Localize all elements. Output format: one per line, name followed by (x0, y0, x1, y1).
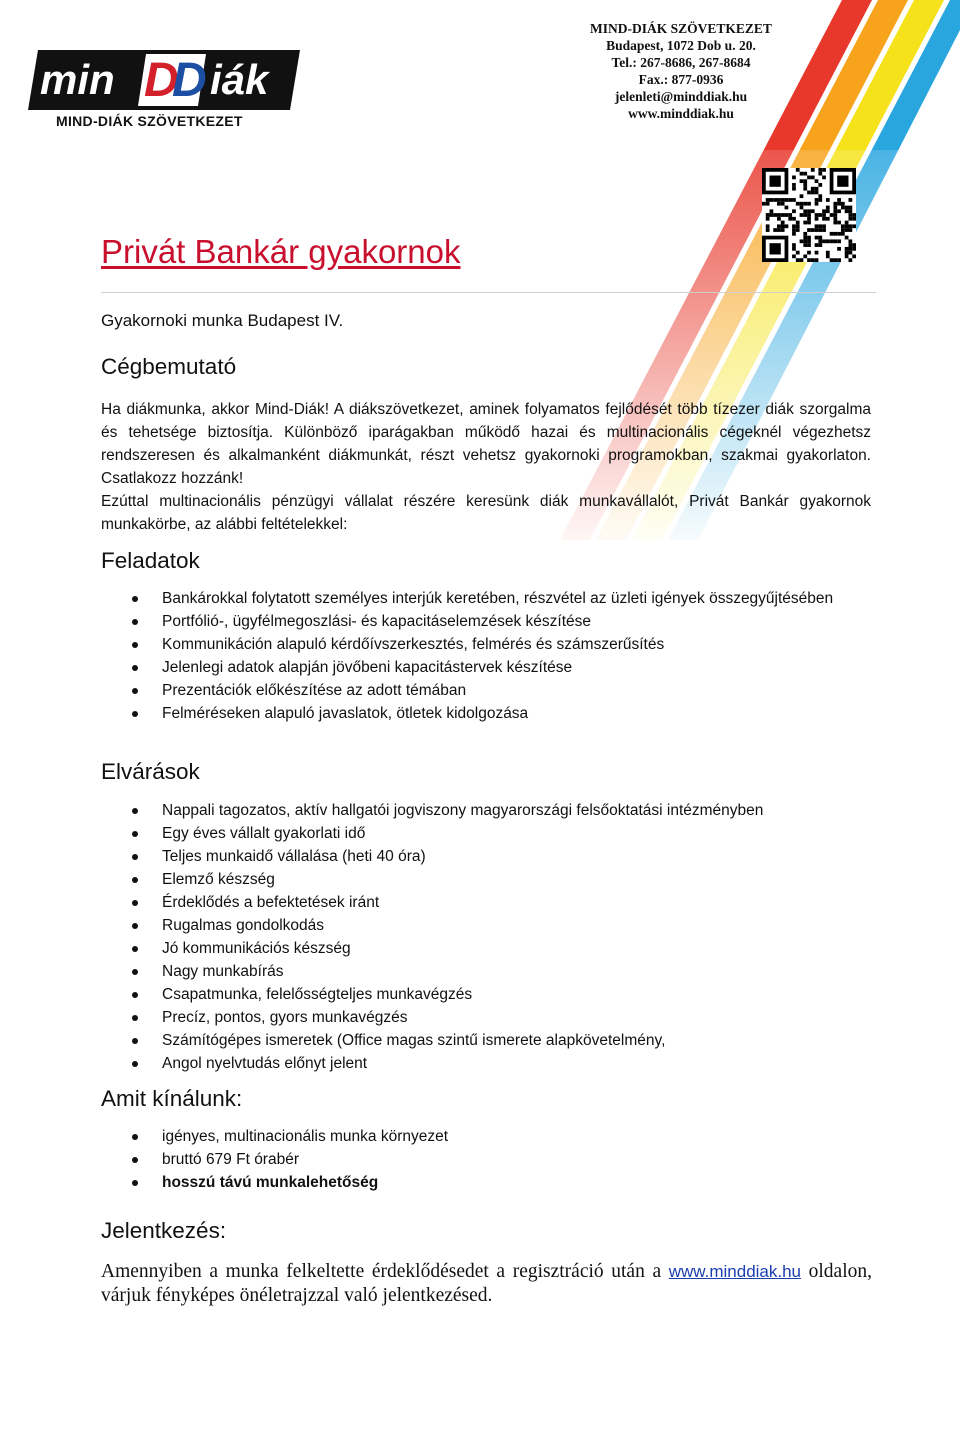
minddiak-logo (24, 44, 306, 119)
apply-paragraph (101, 1260, 872, 1308)
job-subtitle: Gyakornoki munka Budapest IV. (101, 311, 344, 330)
list-item: Rugalmas gondolkodás (101, 914, 871, 937)
intro-paragraph: Ha diákmunka, akkor Mind-Diák! A diákszövetkezet, aminek folyamatos fejlődését több tízezer diák szorgalma és tehetsége biztosítja. Különböző iparágakban működő hazai és multinacionális cégeknél végezhetsz rendszeresen és alkalmanként diákmunkát, részt vehetsz gyakornoki programokban, szakmai gyakorlaton. Csatlakozz hozzánk! (101, 401, 871, 487)
tasks-heading: Feladatok (101, 548, 200, 573)
list-item: Nagy munkabírás (101, 960, 871, 983)
list-item: Egy éves vállalt gyakorlati idő (101, 822, 871, 845)
list-item: Precíz, pontos, gyors munkavégzés (101, 1006, 871, 1029)
apply-text-before: Amennyiben a munka felkeltette érdeklődésedet a regisztráció után a (101, 1261, 669, 1282)
intro-heading: Cégbemutató (101, 354, 237, 379)
list-item: Jelenlegi adatok alapján jövőbeni kapacitástervek készítése (101, 656, 871, 679)
svg-text:iák: iák (210, 56, 269, 103)
company-phone: Tel.: 267-8686, 267-8684 (611, 55, 751, 70)
offer-heading: Amit kínálunk: (101, 1086, 243, 1111)
divider (101, 292, 876, 293)
list-item: Nappali tagozatos, aktív hallgatói jogviszony magyarországi felsőoktatási intézményben (101, 799, 871, 822)
tasks-list (101, 587, 871, 725)
list-item: Jó kommunikációs készség (101, 937, 871, 960)
list-item: Portfólió-, ügyfélmegoszlási- és kapacitáselemzések készítése (101, 610, 871, 633)
list-item: Prezentációk előkészítése az adott témában (101, 679, 871, 702)
list-item: Angol nyelvtudás előnyt jelent (101, 1052, 871, 1075)
company-email[interactable]: jelenleti@minddiak.hu (614, 89, 748, 104)
requirements-heading: Elvárások (101, 759, 200, 784)
offer-list (101, 1125, 871, 1194)
company-website[interactable]: www.minddiak.hu (628, 106, 734, 121)
company-fax: Fax.: 877-0936 (638, 72, 724, 87)
company-name: MIND-DIÁK SZÖVETKEZET (590, 21, 772, 36)
list-item: Érdeklődés a befektetések iránt (101, 891, 871, 914)
website-link[interactable]: www.minddiak.hu (668, 1262, 802, 1281)
svg-text:min: min (40, 56, 115, 103)
list-item: hosszú távú munkalehetőség (101, 1171, 871, 1194)
logo-subtitle: MIND-DIÁK SZÖVETKEZET (56, 113, 243, 129)
list-item: Csapatmunka, felelősségteljes munkavégzés (101, 983, 871, 1006)
list-item: Teljes munkaidő vállalása (heti 40 óra) (101, 845, 871, 868)
contact-block (583, 20, 779, 122)
list-item: igényes, multinacionális munka környezet (101, 1125, 871, 1148)
list-item: Kommunikáción alapuló kérdőívszerkesztés, felmérés és számszerűsítés (101, 633, 871, 656)
list-item: Bankárokkal folytatott személyes interjúk keretében, részvétel az üzleti igények összegyűjtésében (101, 587, 871, 610)
logo-graphic (24, 44, 306, 114)
svg-text:D: D (172, 54, 207, 107)
list-item: bruttó 679 Ft órabér (101, 1148, 871, 1171)
apply-text-after: oldalon, várjuk fényképes önéletrajzzal való jelentkezésed. (101, 1261, 872, 1306)
list-item: Számítógépes ismeretek (Office magas szintű ismerete alapkövetelmény, (101, 1029, 871, 1052)
apply-heading: Jelentkezés: (101, 1218, 227, 1243)
list-item: Felméréseken alapuló javaslatok, ötletek kidolgozása (101, 702, 871, 725)
list-item: Elemző készség (101, 868, 871, 891)
page-title: Privát Bankár gyakornok (101, 233, 461, 270)
requirements-list (101, 799, 871, 1075)
svg-text:D: D (144, 54, 179, 107)
company-address: Budapest, 1072 Dob u. 20. (606, 38, 756, 53)
qr-code (762, 168, 856, 262)
position-paragraph: Ezúttal multinacionális pénzügyi vállalat részére keresünk diák munkavállalót, Privát Bankár gyakornok munkakörbe, az alábbi feltételekkel: (101, 493, 871, 533)
